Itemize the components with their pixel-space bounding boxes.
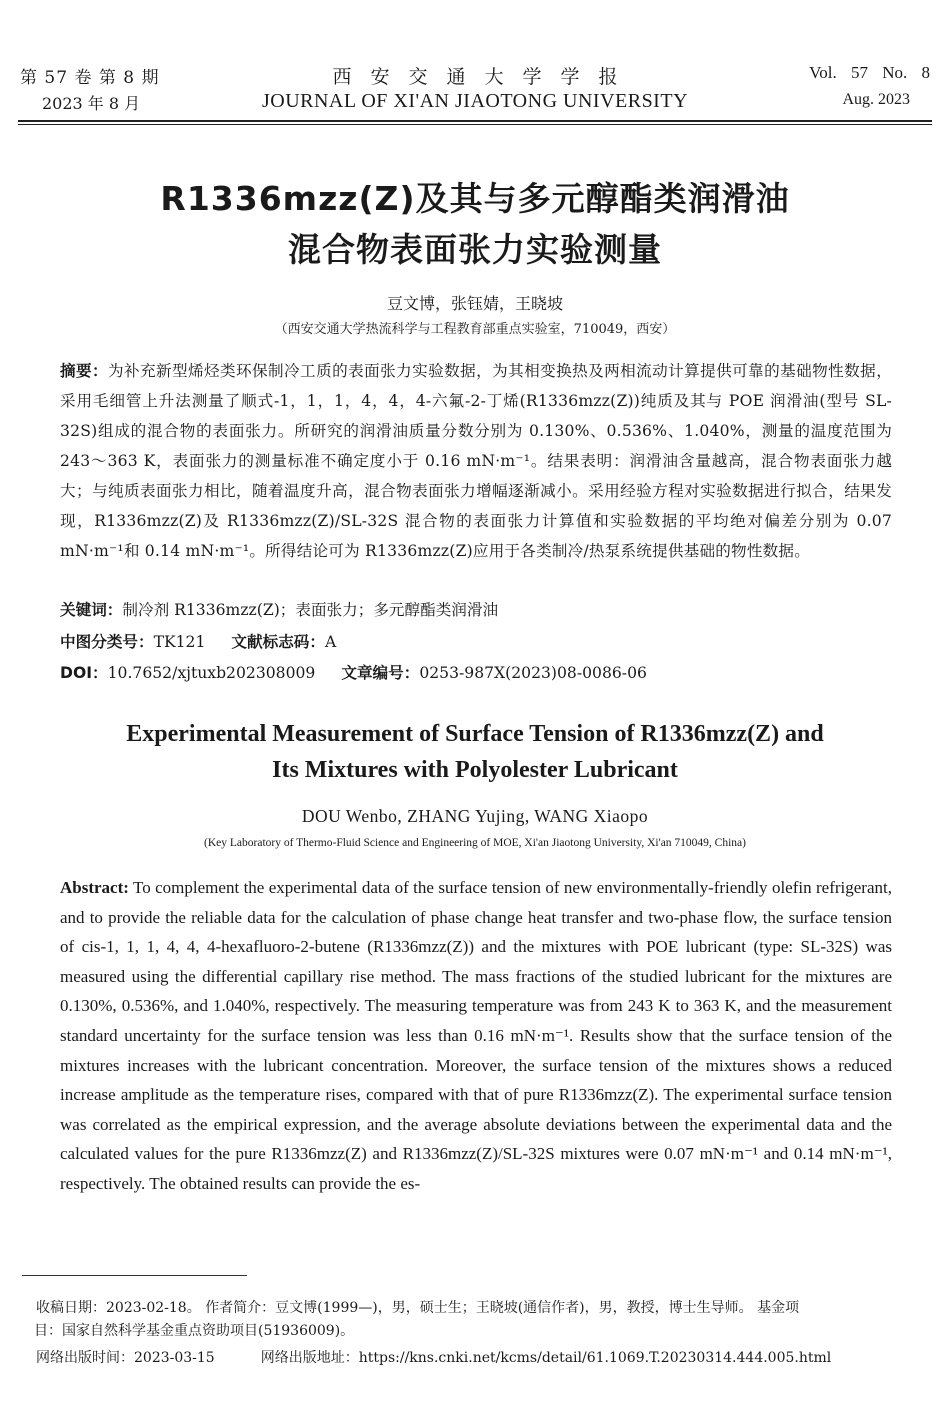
keywords-cn [60, 598, 892, 620]
journal-title-cn: 西安交通大学学报 [332, 66, 637, 88]
authors-cn: 豆文博，张钰婧，王晓坡 [386, 294, 563, 313]
footnote-line2: 目：国家自然科学基金重点资助项目(51936009)。 [34, 1323, 355, 1339]
keywords-cn-label: 关键词： [60, 601, 123, 619]
footnote-rule [22, 1275, 247, 1276]
article-no-value: 0253-987X(2023)08-0086-06 [419, 664, 647, 682]
doi-line [60, 661, 892, 683]
abstract-cn-text: 为补充新型烯烃类环保制冷工质的表面张力实验数据，为其相变换热及两相流动计算提供可靠的基础物性数据，采用毛细管上升法测量了顺式-1，1，1，4，4，4-六氟-2-丁烯(R1336mzz(Z))纯质及其与 POE 润滑油(型号 SL-32S)组成的混合物的表面张力。所研究的润滑油质量分数分别为 0.130%、0.536%、1.040%，测量的温度范围为 243～363 K，表面张力的测量标准不确定度小于 0.16 mN·m⁻¹。结果表明：润滑油含量越高，混合物表面张力越大；与纯质表面张力相比，随着温度升高，混合物表面张力增幅逐渐减小。采用经验方程对实验数据进行拟合，结果发现，R1336mzz(Z)及 R1336mzz(Z)/SL-32S 混合物的表面张力计算值和实验数据的平均绝对偏差分别为 0.07 mN·m⁻¹和 0.14 mN·m⁻¹。所得结论可为 R1336mzz(Z)应用于各类制冷/热泵系统提供基础的物性数据。 [60, 362, 892, 560]
online-time-label: 网络出版时间： [36, 1350, 134, 1366]
abstract-en-label: Abstract: [60, 878, 129, 897]
title-en-line2: Its Mixtures with Polyolester Lubricant [272, 757, 678, 783]
affiliation-en: (Key Laboratory of Thermo-Fluid Science and Engineering of MOE, Xi'an Jiaotong University, Xi'an 710049, China) [204, 837, 746, 849]
abstract-en [60, 873, 892, 1199]
title-cn-line1: R1336mzz(Z)及其与多元醇酯类润滑油 [160, 179, 790, 218]
journal-title-en: JOURNAL OF XI'AN JIAOTONG UNIVERSITY [261, 90, 689, 112]
article-no-label: 文章编号： [341, 664, 420, 682]
clc-value: TK121 [153, 633, 206, 651]
volume-issue-en: Vol. 57 No. 8 [809, 63, 930, 82]
footnote-line1: 收稿日期：2023-02-18。 作者简介：豆文博(1999—)，男，硕士生；王晓坡(通信作者)，男，教授，博士生导师。 基金项 [36, 1300, 800, 1316]
doi-label: DOI： [60, 664, 108, 682]
doi-value: 10.7652/xjtuxb202308009 [107, 664, 316, 682]
date-cn: 2023 年 8 月 [42, 94, 141, 113]
date-en: Aug. 2023 [842, 91, 910, 108]
footnote-received [36, 1297, 932, 1343]
abstract-cn [60, 356, 892, 566]
keywords-cn-text: 制冷剂 R1336mzz(Z)；表面张力；多元醇酯类润滑油 [122, 601, 499, 619]
clc-label: 中图分类号： [60, 633, 154, 651]
running-header [0, 0, 950, 125]
classification-line [60, 630, 892, 652]
affiliation-cn: （西安交通大学热流科学与工程教育部重点实验室，710049，西安） [274, 322, 676, 337]
doc-code-label: 文献标志码： [231, 633, 325, 651]
online-url[interactable]: https://kns.cnki.net/kcms/detail/61.1069.T.20230314.444.005.html [358, 1350, 832, 1366]
footnote-online [36, 1347, 932, 1370]
header-rule-thin [18, 124, 932, 125]
header-rule-thick [18, 120, 932, 122]
title-en-line1: Experimental Measurement of Surface Tension of R1336mzz(Z) and [126, 721, 824, 747]
title-cn-line2: 混合物表面张力实验测量 [288, 230, 662, 269]
abstract-en-text: To complement the experimental data of the surface tension of new environmentally-friendly olefin refrigerant, and to provide the reliable data for the calculation of phase change heat transfer and two-phase flow, the surface tension of cis-1, 1, 1, 4, 4, 4-hexafluoro-2-butene (R1336mzz(Z)) and the mixtures with POE lubricant (type: SL-32S) was measured using the differential capillary rise method. The mass fractions of the studied lubricant for the mixtures are 0.130%, 0.536%, and 1.040%, respectively. The measuring temperature was from 243 K to 363 K, and the measurement standard uncertainty for the surface tension was less than 0.16 mN·m⁻¹. Results show that the surface tension of the mixtures increases with the lubricant concentration. Moreover, the surface tension of the mixtures shows a reduced increase amplitude as the temperature rises, compared with that of pure R1336mzz(Z). The experimental surface tension was correlated as the empirical expression, and the average absolute deviations between the experimental data and the calculated values for the pure R1336mzz(Z) and R1336mzz(Z)/SL-32S mixtures were 0.07 mN·m⁻¹ and 0.14 mN·m⁻¹, respectively. The obtained results can provide the es- [60, 878, 892, 1193]
volume-issue-cn: 第 57 卷 第 8 期 [20, 68, 160, 88]
online-url-label: 网络出版地址： [260, 1350, 359, 1366]
online-time-value: 2023-03-15 [134, 1350, 215, 1366]
doc-code-value: A [324, 633, 337, 651]
abstract-cn-label: 摘要： [60, 362, 109, 380]
authors-en: DOU Wenbo, ZHANG Yujing, WANG Xiaopo [301, 806, 649, 826]
